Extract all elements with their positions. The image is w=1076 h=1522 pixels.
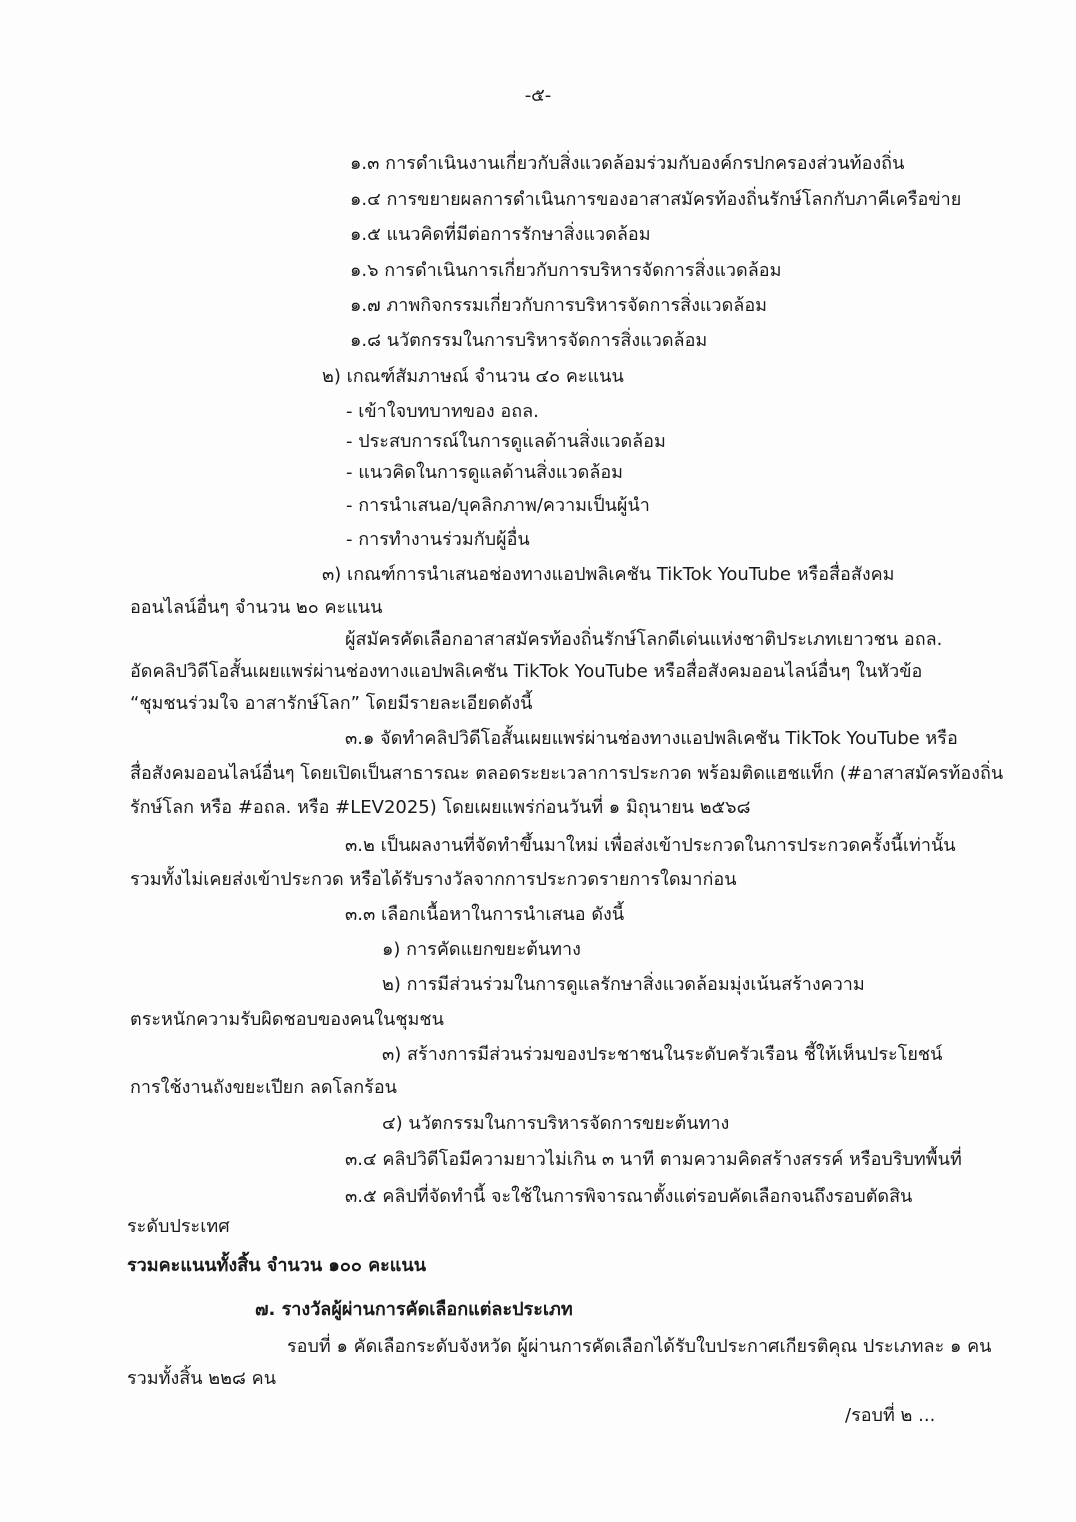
item-3-3-sub-2-cont: ตระหนักความรับผิดชอบของคนในชุมชน: [130, 1009, 444, 1030]
item-3-1: ๓.๑ จัดทำคลิปวิดีโอสั้นเผยแพร่ผ่านช่องทางแอปพลิเคชัน TikTok YouTube หรือ: [345, 728, 958, 749]
item-1-7: ๑.๗ ภาพกิจกรรมเกี่ยวกับการบริหารจัดการสิ่งแวดล้อม: [350, 295, 768, 316]
round-1-text-cont: รวมทั้งสิ้น ๒๒๘ คน: [127, 1368, 276, 1389]
item-3-3-sub-3-cont: การใช้งานถังขยะเปียก ลดโลกร้อน: [130, 1077, 397, 1098]
item-3-3-sub-1: ๑) การคัดแยกขยะต้นทาง: [382, 939, 581, 960]
item-1-5: ๑.๕ แนวคิดที่มีต่อการรักษาสิ่งแวดล้อม: [350, 224, 651, 245]
section-7-heading: ๗. รางวัลผู้ผ่านการคัดเลือกแต่ละประเภท: [255, 1299, 573, 1320]
item-3-5-cont: ระดับประเทศ: [127, 1216, 230, 1237]
criteria-2-bullet: - แนวคิดในการดูแลด้านสิ่งแวดล้อม: [346, 462, 624, 483]
criteria-2-bullet: - การทำงานร่วมกับผู้อื่น: [346, 529, 530, 550]
item-3-2: ๓.๒ เป็นผลงานที่จัดทำขึ้นมาใหม่ เพื่อส่งเข้าประกวดในการประกวดครั้งนี้เท่านั้น: [345, 835, 956, 856]
criteria-2-heading: ๒) เกณฑ์สัมภาษณ์ จำนวน ๔๐ คะแนน: [322, 366, 624, 387]
item-3-4: ๓.๔ คลิปวิดีโอมีความยาวไม่เกิน ๓ นาที ตามความคิดสร้างสรรค์ หรือบริบทพื้นที่: [345, 1149, 962, 1170]
criteria-3-intro: อัดคลิปวิดีโอสั้นเผยแพร่ผ่านช่องทางแอปพลิเคชัน TikTok YouTube หรือสื่อสังคมออนไลน์อื่นๆ ในหัวข้อ: [130, 661, 923, 682]
item-3-1-cont: รักษ์โลก หรือ #อถล. หรือ #LEV2025) โดยเผยแพร่ก่อนวันที่ ๑ มิถุนายน ๒๕๖๘: [130, 797, 751, 818]
item-3-3-sub-3: ๓) สร้างการมีส่วนร่วมของประชาชนในระดับครัวเรือน ชี้ให้เห็นประโยชน์: [382, 1044, 943, 1065]
item-1-3: ๑.๓ การดำเนินงานเกี่ยวกับสิ่งแวดล้อมร่วมกับองค์กรปกครองส่วนท้องถิ่น: [350, 153, 905, 174]
criteria-3-heading-cont: ออนไลน์อื่นๆ จำนวน ๒๐ คะแนน: [130, 597, 383, 618]
criteria-3-heading: ๓) เกณฑ์การนำเสนอช่องทางแอปพลิเคชัน TikTok YouTube หรือสื่อสังคม: [322, 564, 895, 585]
criteria-3-intro: “ชุมชนร่วมใจ อาสารักษ์โลก” โดยมีรายละเอียดดังนี้: [130, 693, 533, 714]
item-1-6: ๑.๖ การดำเนินการเกี่ยวกับการบริหารจัดการสิ่งแวดล้อม: [350, 260, 782, 281]
item-3-1-cont: สื่อสังคมออนไลน์อื่นๆ โดยเปิดเป็นสาธารณะ ตลอดระยะเวลาการประกวด พร้อมติดแฮชแท็ก (#อาสาสมัครท้องถิ่น: [130, 763, 1004, 784]
criteria-2-bullet: - เข้าใจบทบาทของ อถล.: [346, 401, 539, 422]
item-1-4: ๑.๔ การขยายผลการดำเนินการของอาสาสมัครท้องถิ่นรักษ์โลกกับภาคีเครือข่าย: [350, 189, 962, 210]
item-3-3-sub-2: ๒) การมีส่วนร่วมในการดูแลรักษาสิ่งแวดล้อมมุ่งเน้นสร้างความ: [382, 974, 865, 995]
criteria-2-bullet: - ประสบการณ์ในการดูแลด้านสิ่งแวดล้อม: [346, 431, 666, 452]
total-score: รวมคะแนนทั้งสิ้น จำนวน ๑๐๐ คะแนน: [127, 1255, 426, 1276]
item-3-3-sub-4: ๔) นวัตกรรมในการบริหารจัดการขยะต้นทาง: [382, 1113, 730, 1134]
round-1-text: รอบที่ ๑ คัดเลือกระดับจังหวัด ผู้ผ่านการคัดเลือกได้รับใบประกาศเกียรติคุณ ประเภทละ ๑ คน: [287, 1336, 992, 1357]
continuation-note: /รอบที่ ๒ ...: [845, 1405, 936, 1426]
page-number: -๕-: [524, 85, 552, 106]
item-3-5: ๓.๕ คลิปที่จัดทำนี้ จะใช้ในการพิจารณาตั้งแต่รอบคัดเลือกจนถึงรอบตัดสิน: [345, 1186, 913, 1207]
item-3-3: ๓.๓ เลือกเนื้อหาในการนำเสนอ ดังนี้: [345, 904, 625, 925]
criteria-3-intro: ผู้สมัครคัดเลือกอาสาสมัครท้องถิ่นรักษ์โลกดีเด่นแห่งชาติประเภทเยาวชน อถล.: [345, 629, 943, 650]
item-3-2-cont: รวมทั้งไม่เคยส่งเข้าประกวด หรือได้รับรางวัลจากการประกวดรายการใดมาก่อน: [130, 869, 737, 890]
criteria-2-bullet: - การนำเสนอ/บุคลิกภาพ/ความเป็นผู้นำ: [346, 495, 650, 516]
item-1-8: ๑.๘ นวัตกรรมในการบริหารจัดการสิ่งแวดล้อม: [350, 330, 708, 351]
